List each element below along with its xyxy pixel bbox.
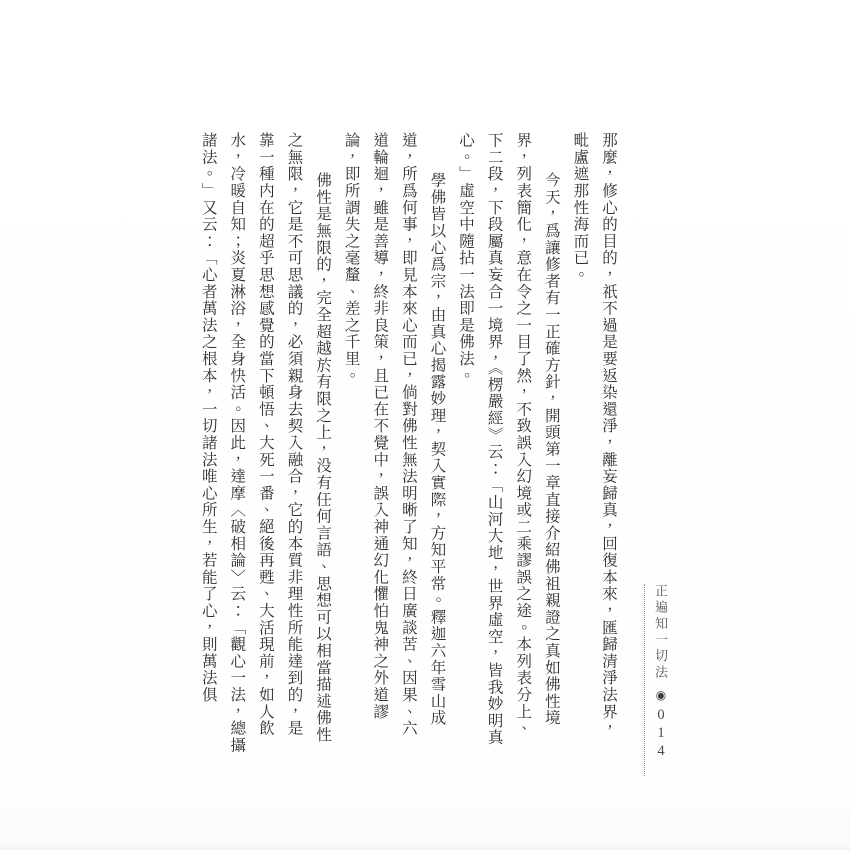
text-column: 下二段，下段屬真妄合一境界，《楞嚴經》云：「山河大地，世界虛空，皆我妙明真 xyxy=(485,132,503,746)
text-column: 水，冷暖自知；炎夏淋浴，全身快活。因此，達摩〈破相論〉云：「觀心一法，總攝 xyxy=(228,132,246,754)
text-column: 諸法。」又云：「心者萬法之根本，一切諸法唯心所生，若能了心，則萬法俱 xyxy=(199,132,217,704)
text-column: 心。」虛空中隨拈一法即是佛法。 xyxy=(457,132,475,384)
page-number: 014 xyxy=(653,707,669,762)
text-column: 學佛皆以心爲宗，由真心揭露妙理，契入實際，方知平常。釋迦六年雪山成 xyxy=(428,172,446,727)
text-column: 論，即所謂失之毫釐、差之千里。 xyxy=(342,132,360,384)
text-column: 道輪迴，雖是善導，終非良策，且已在不覺中，誤入神通幻化懼怕鬼神之外道謬 xyxy=(371,132,389,720)
running-title-block xyxy=(644,584,669,776)
chapter-bullseye-icon: ◉ xyxy=(654,688,668,703)
running-title-text: 正遍知一切法 xyxy=(653,584,668,682)
text-column: 界，列表簡化，意在令之一目了然，不致誤入幻境或二乘謬誤之途。本列表分上、 xyxy=(514,132,532,737)
text-column: 靠一種内在的超乎思想感覺的當下頓悟、大死一番、絕後再甦、大活現前，如人飲 xyxy=(256,132,274,737)
text-column: 佛性是無限的，完全超越於有限之上，没有任何言語、思想可以相當描述佛性 xyxy=(314,172,332,744)
text-column: 那麼，修心的目的，祇不過是要返染還淨，離妄歸真，回復本來，匯歸清淨法界， xyxy=(600,132,617,737)
main-text-block xyxy=(193,132,622,758)
text-column: 毗盧遮那性海而已。 xyxy=(571,132,589,284)
text-column: 道，所爲何事，即見本來心而已，倘對佛性無法明晰了知，終日廣談苦、因果、六 xyxy=(399,132,417,737)
text-column: 之無限，它是不可思議的，必須親身去契入融合，它的本質非理性所能達到的，是 xyxy=(285,132,303,737)
text-column: 今天，爲讓修者有一正確方針，開頭第一章直接介紹佛祖親證之真如佛性境 xyxy=(542,172,560,727)
